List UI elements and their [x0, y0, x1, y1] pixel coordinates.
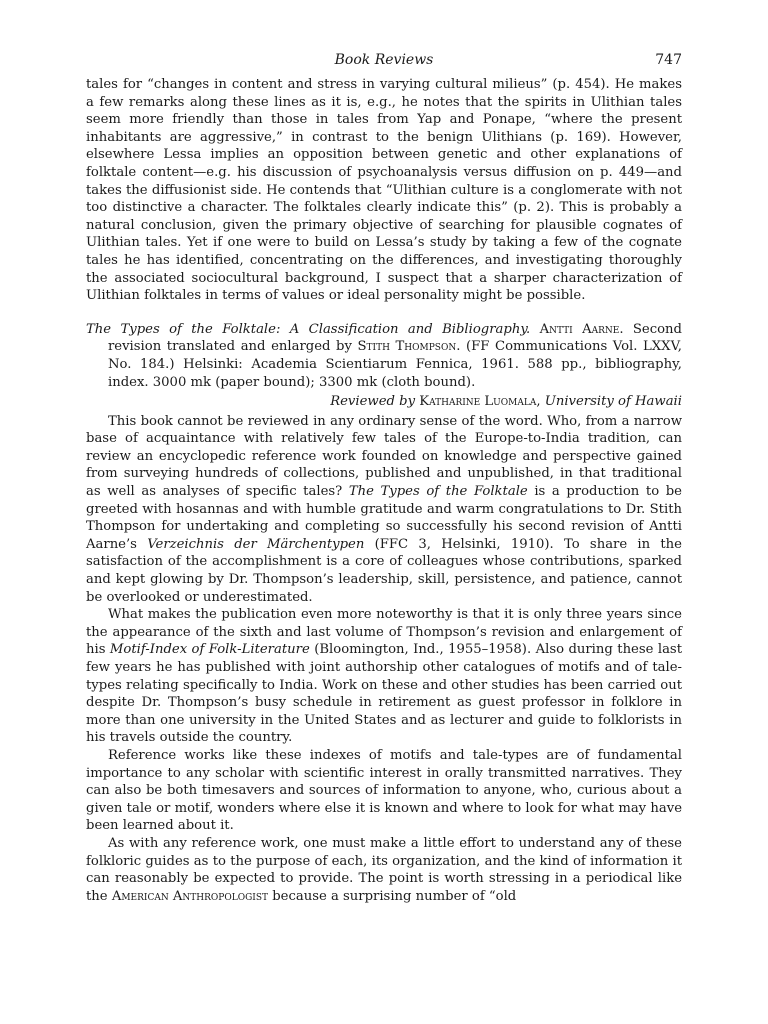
p1-text-c: (FFC 3, Helsinki, 1910). To share in the satisfaction of the accomplishment is a core of colleagues whose contributions, sparked and kept glowing by Dr. Thompson’s leadership, skill, persistence, and patience, cannot be overlooked or underestimated.	[86, 536, 682, 605]
p2-work: Motif-Index of Folk-Literature	[109, 642, 310, 658]
p4-text-b: because a surprising number of “old	[272, 888, 517, 904]
p2-text-b: (Bloomington, Ind., 1955–1958). Also during these last few years he has published with joint authorship other catalogues of motifs and of tale-types relating specifically to India. Work on these and other studies has been carried out despite Dr. Thompson’s busy schedule in retirement as guest professor in folklore in more than one university in the United States and as lecturer and guide to folklorists in his travels outside the country.	[86, 642, 683, 746]
page-header	[86, 52, 682, 76]
citation-text-1: Second revision translated and enlarged by	[108, 321, 682, 355]
book-author: Antti Aarne	[539, 321, 620, 337]
reviewer-line: Reviewed by Katharine Luomala, University of Hawaii	[330, 394, 682, 410]
book-citation: The Types of the Folktale: A Classification and Bibliography. Antti Aarne. Second revision translated and enlarged by Stith Thompson. (FF Communications Vol. LXXV, No. 184.) Helsinki: Academia Scientiarum Fennica, 1961. 588 pp., bibliography, index. 3000 mk (paper bound); 3300 mk (cloth bound).	[86, 321, 682, 390]
p1-text-a: This book cannot be reviewed in any ordinary sense of the word. Who, from a narrow base of acquaintance with relatively few tales of the Europe-to-India tradition, can review an encyclopedic reference work founded on knowledge and perspective gained from surveying hundreds of collections, published and unpublished, in that traditional as well as analyses of specific tales?	[86, 413, 682, 500]
p1-work: Verzeichnis der Märchentypen	[147, 536, 365, 552]
reviewer-name: Katharine Luomala	[419, 394, 537, 410]
translator-name: Stith Thompson	[357, 339, 457, 355]
p4-text-a: As with any reference work, one must make a little effort to understand any of these folkloric guides as to the purpose of each, its organization, and the kind of information it can reasonably be expected to provide. The point is worth stressing in a periodical like the	[86, 835, 682, 904]
reviewed-by-label: Reviewed by	[330, 394, 416, 410]
running-head: Book Reviews	[334, 52, 434, 68]
p1-title: The Types of the Folktale	[348, 484, 528, 500]
p1-text-b: is a production to be greeted with hosannas and with humble gratitude and warm congratulations to Dr. Stith Thompson for undertaking and completing so successfully his second revision of Antti Aarne’s	[86, 484, 682, 552]
reviewer-affiliation: University of Hawaii	[544, 394, 682, 410]
body-paragraph-1	[86, 413, 682, 607]
body-paragraph-3: Reference works like these indexes of motifs and tale-types are of fundamental importance to any scholar with scientific interest in orally transmitted narratives. They can also be both timesavers and sources of information to anyone, who, curious about a given tale or motif, wonders where else it is known and where to look for what may have been learned about it.	[86, 747, 682, 834]
p2-text-a: What makes the publication even more noteworthy is that it is only three years since the appearance of the sixth and last volume of Thompson’s revision and enlargement of his	[86, 607, 682, 658]
page-number: 747	[655, 52, 682, 68]
page	[86, 52, 682, 905]
citation-text-2: (FF Communications Vol. LXXV, No. 184.) Helsinki: Academia Scientiarum Fennica, 1961. 588 pp., bibliography, index. 3000 mk (paper bound); 3300 mk (cloth bound).	[108, 339, 682, 390]
journal-name: American Anthropologist	[111, 888, 269, 904]
book-title: The Types of the Folktale: A Classification and Bibliography.	[86, 321, 531, 337]
body-paragraph-4	[86, 835, 682, 905]
continued-paragraph: tales for “changes in content and stress in varying cultural milieus” (p. 454). He makes a few remarks along these lines as it is, e.g., he notes that the spirits in Ulithian tales seem more friendly than those in tales from Yap and Ponape, “where the present inhabitants are aggressive,” in contrast to the benign Ulithians (p. 169). However, elsewhere Lessa implies an opposition between genetic and other explanations of folktale content—e.g. his discussion of psychoanalysis versus diffusion on p. 449—and takes the diffusionist side. He contends that “Ulithian culture is a conglomerate with not too distinctive a character. The folktales clearly indicate this” (p. 2). This is probably a natural conclusion, given the primary objective of searching for plausible cognates of Ulithian tales. Yet if one were to build on Lessa’s study by taking a few of the cognate tales he has identified, concentrating on the differences, and investigating thoroughly the associated sociocultural background, I suspect that a sharper characterization of Ulithian folktales in terms of values or ideal personality might be possible.	[86, 77, 682, 304]
body-paragraph-2	[86, 606, 682, 747]
